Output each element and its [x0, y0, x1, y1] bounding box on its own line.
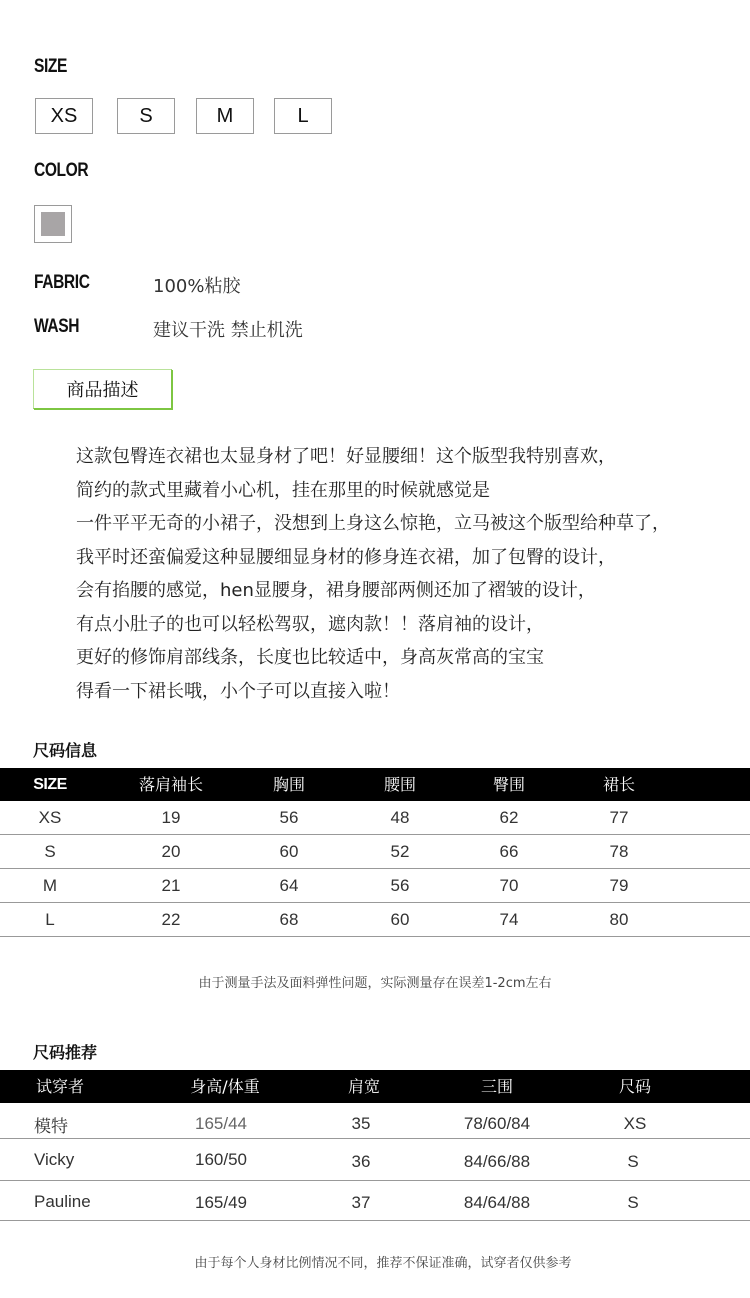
description-line: 这款包臀连衣裙也太显身材了吧！好显腰细！这个版型我特别喜欢， — [76, 446, 616, 467]
table-row — [0, 869, 750, 903]
table-cell: S — [627, 1152, 639, 1171]
table-row — [0, 1139, 750, 1181]
fabric-value: 100%粘胶 — [153, 276, 241, 297]
description-line: 更好的修饰肩部线条，长度也比较适中，身高灰常高的宝宝 — [76, 647, 544, 668]
table-cell: 56 — [279, 808, 299, 827]
table-cell: 60 — [279, 842, 299, 861]
description-line: 简约的款式里藏着小心机，挂在那里的时候就感觉是 — [76, 479, 490, 501]
table-cell: Vicky — [34, 1150, 75, 1169]
table-cell: 35 — [351, 1114, 371, 1133]
table-cell: 60 — [390, 910, 410, 929]
description-line: 得看一下裙长哦，小个子可以直接入啦！ — [76, 680, 400, 702]
table-cell: L — [45, 910, 55, 929]
table-cell: 74 — [499, 910, 519, 929]
table-cell: 21 — [161, 876, 181, 895]
size-info-title: 尺码信息 — [33, 741, 98, 760]
description-line: 有点小肚子的也可以轻松驾驭，遮肉款！！落肩袖的设计， — [76, 613, 544, 635]
header-cell: SIZE — [33, 776, 67, 793]
table-cell: 68 — [279, 910, 299, 929]
table-cell: 22 — [161, 910, 181, 929]
header-cell: 臀围 — [492, 775, 526, 794]
table-row — [0, 801, 750, 835]
table-cell: 160/50 — [195, 1150, 247, 1169]
table-cell: 37 — [351, 1193, 371, 1212]
header-cell: 三围 — [480, 1077, 514, 1096]
table-cell: 52 — [390, 842, 410, 861]
size-recommend-title: 尺码推荐 — [33, 1043, 98, 1062]
header-cell: 腰围 — [383, 775, 417, 794]
size-recommend-header — [0, 1070, 750, 1103]
header-cell: 身高/体重 — [190, 1077, 260, 1096]
size-recommend-note: 由于每个人身材比例情况不同，推荐不保证准确，试穿者仅供参考 — [194, 1256, 572, 1271]
table-cell: 165/49 — [195, 1193, 247, 1212]
color-swatch-fill — [41, 212, 65, 236]
description-text — [76, 440, 746, 708]
table-cell: 48 — [390, 808, 410, 827]
table-row — [0, 835, 750, 869]
wash-label: WASH — [34, 316, 80, 337]
table-row — [0, 1103, 750, 1139]
description-line: 会有掐腰的感觉，hen显腰身，裙身腰部两侧还加了褶皱的设计， — [76, 580, 596, 601]
table-cell: 36 — [351, 1152, 371, 1171]
table-cell: XS — [623, 1114, 647, 1133]
header-cell: 裙长 — [602, 775, 636, 794]
table-cell: 56 — [390, 876, 410, 895]
table-cell: 64 — [279, 876, 299, 895]
table-cell: S — [44, 842, 56, 861]
size-recommend-table — [0, 1070, 750, 1221]
table-cell: M — [42, 876, 58, 895]
table-row — [0, 903, 750, 937]
table-cell: 模特 — [34, 1117, 68, 1137]
table-cell: 165/44 — [195, 1114, 247, 1133]
size-option-m[interactable]: M — [196, 98, 254, 134]
table-cell: 84/66/88 — [463, 1152, 531, 1171]
size-option-s[interactable]: S — [117, 98, 175, 134]
wash-value: 建议干洗 禁止机洗 — [153, 320, 303, 341]
size-option-xs[interactable]: XS — [35, 98, 93, 134]
header-cell: 落肩袖长 — [138, 775, 204, 794]
color-swatch-gray[interactable] — [34, 205, 72, 243]
table-cell: 80 — [609, 910, 629, 929]
table-cell: 77 — [609, 808, 629, 827]
color-label: COLOR — [34, 160, 89, 181]
table-cell: 66 — [499, 842, 519, 861]
header-cell: 肩宽 — [347, 1077, 381, 1096]
description-tab[interactable]: 商品描述 — [33, 369, 172, 409]
description-line: 一件平平无奇的小裙子，没想到上身这么惊艳，立马被这个版型给种草了， — [76, 513, 670, 534]
table-cell: 79 — [609, 876, 629, 895]
table-cell: S — [627, 1193, 639, 1212]
size-info-table — [0, 768, 750, 937]
size-label: SIZE — [34, 56, 67, 77]
header-cell: 胸围 — [272, 775, 306, 794]
header-cell: 试穿者 — [35, 1077, 85, 1096]
table-cell: 78 — [609, 842, 629, 861]
description-line: 我平时还蛮偏爱这种显腰细显身材的修身连衣裙，加了包臀的设计， — [76, 546, 616, 568]
size-option-l[interactable]: L — [274, 98, 332, 134]
table-cell: 78/60/84 — [463, 1114, 531, 1133]
table-cell: Pauline — [34, 1192, 91, 1211]
size-info-header — [0, 768, 750, 801]
table-cell: 84/64/88 — [463, 1193, 531, 1212]
size-info-note: 由于测量手法及面料弹性问题，实际测量存在误差1-2cm左右 — [198, 976, 552, 991]
table-cell: 62 — [499, 808, 519, 827]
table-row — [0, 1181, 750, 1221]
table-cell: XS — [38, 808, 62, 827]
table-cell: 70 — [499, 876, 519, 895]
header-cell: 尺码 — [618, 1077, 652, 1096]
table-cell: 20 — [161, 842, 181, 861]
fabric-label: FABRIC — [34, 272, 90, 293]
table-cell: 19 — [161, 808, 181, 827]
